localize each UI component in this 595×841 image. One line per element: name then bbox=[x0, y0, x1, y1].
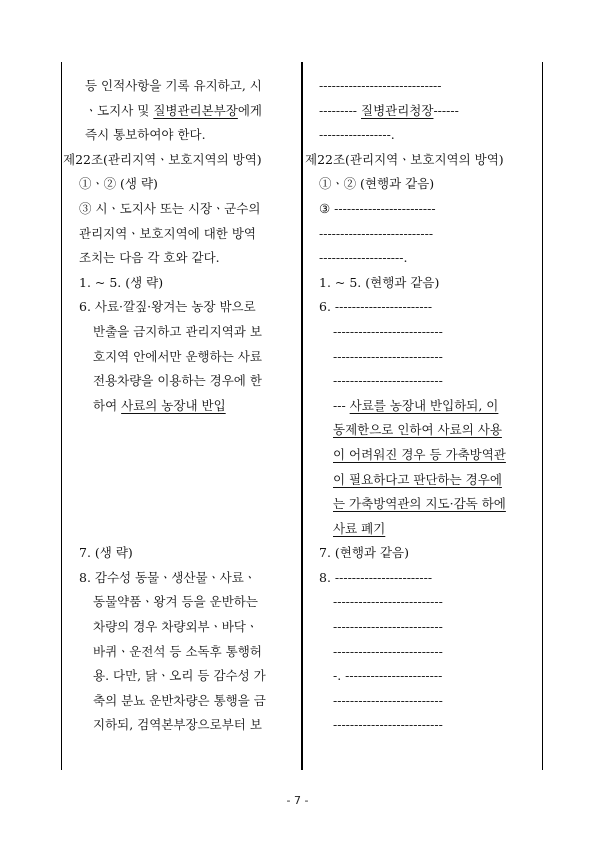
text-line: 8. ----------------------- bbox=[319, 569, 433, 585]
text-line: 사료 폐기 bbox=[333, 520, 386, 536]
text-line: -----------------. bbox=[319, 127, 395, 143]
text-line: 는 가축방역관의 지도·감독 하에 bbox=[333, 496, 506, 512]
text-line: 바퀴ㆍ운전석 등 소독후 통행허 bbox=[93, 643, 262, 659]
text-line: 하여 사료의 농장내 반입 bbox=[93, 397, 226, 413]
text-line: -------------------------- bbox=[333, 643, 443, 659]
text-line: -------------------------- bbox=[333, 594, 443, 610]
table-border-right bbox=[542, 62, 543, 770]
comparison-table bbox=[61, 62, 543, 770]
text-line: 호지역 안에서만 운행하는 사료 bbox=[93, 348, 262, 364]
page-number: - 7 - bbox=[286, 794, 309, 807]
text-line: ③ ------------------------ bbox=[319, 200, 436, 216]
spacer bbox=[61, 468, 299, 493]
table-border-middle bbox=[301, 62, 303, 770]
text-line: 8. 감수성 동물ㆍ생산물ㆍ사료ㆍ bbox=[79, 569, 256, 585]
text-line: 7. (생 략) bbox=[79, 545, 133, 561]
text-line: 반출을 금지하고 관리지역과 보 bbox=[93, 323, 262, 339]
text-line: ----------------------------- bbox=[319, 78, 442, 93]
text-line: 조치는 다음 각 호와 같다. bbox=[79, 250, 220, 266]
text-line: ㆍ도지사 및 질병관리본부장에게 bbox=[85, 102, 263, 118]
text-line: 즉시 통보하여야 한다. bbox=[85, 127, 206, 143]
text-line: --------- 질병관리청장------ bbox=[319, 102, 459, 118]
spacer bbox=[61, 517, 299, 542]
text-line: 6. 사료·깔짚·왕겨는 농장 밖으로 bbox=[79, 299, 256, 315]
text-line: ①ㆍ② (생 략) bbox=[79, 176, 158, 192]
amended-law-column bbox=[305, 74, 541, 738]
spacer bbox=[61, 443, 299, 468]
text-line: -------------------------- bbox=[333, 373, 443, 389]
text-line: -. ----------------------- bbox=[333, 668, 443, 684]
text-line: 동제한으로 인하여 사료의 사용 bbox=[333, 422, 502, 438]
article-heading: 제22조(관리지역ㆍ보호지역의 방역) bbox=[63, 151, 262, 167]
text-line: 이 필요하다고 판단하는 경우에 bbox=[333, 471, 502, 487]
text-line: 관리지역ㆍ보호지역에 대한 방역 bbox=[79, 225, 256, 241]
text-line: ①ㆍ② (현행과 같음) bbox=[319, 176, 435, 192]
article-heading: 제22조(관리지역ㆍ보호지역의 방역) bbox=[305, 151, 504, 167]
spacer bbox=[61, 492, 299, 517]
text-line: 6. ----------------------- bbox=[319, 299, 433, 315]
spacer bbox=[61, 418, 299, 443]
text-line: 전용차량을 이용하는 경우에 한 bbox=[93, 373, 262, 389]
text-line: 동물약품ㆍ왕겨 등을 운반하는 bbox=[93, 594, 258, 610]
current-law-column bbox=[61, 74, 299, 738]
text-line: -------------------------- bbox=[333, 692, 443, 708]
text-line: 축의 분뇨 운반차량은 통행을 금 bbox=[93, 692, 266, 708]
text-line: 용. 다만, 닭ㆍ오리 등 감수성 가 bbox=[93, 668, 266, 684]
text-line: 등 인적사항을 기록 유지하고, 시 bbox=[85, 78, 262, 93]
text-line: 1. ~ 5. (생 략) bbox=[79, 274, 164, 290]
text-line: 7. (현행과 같음) bbox=[319, 545, 410, 561]
text-line: --- 사료를 농장내 반입하되, 이 bbox=[333, 397, 499, 413]
text-line: -------------------------- bbox=[333, 619, 443, 635]
text-line: -------------------------- bbox=[333, 323, 443, 339]
text-line: -------------------------- bbox=[333, 348, 443, 364]
text-line: --------------------. bbox=[319, 250, 408, 266]
text-line: 1. ~ 5. (현행과 같음) bbox=[319, 274, 440, 290]
text-line: --------------------------- bbox=[319, 225, 434, 241]
text-line: 지하되, 검역본부장으로부터 보 bbox=[93, 717, 262, 733]
text-line: 이 어려워진 경우 등 가축방역관 bbox=[333, 446, 506, 462]
text-line: ③ 시ㆍ도지사 또는 시장ㆍ군수의 bbox=[79, 200, 261, 216]
text-line: 차량의 경우 차량외부ㆍ바닥ㆍ bbox=[93, 619, 258, 635]
text-line: -------------------------- bbox=[333, 717, 443, 733]
